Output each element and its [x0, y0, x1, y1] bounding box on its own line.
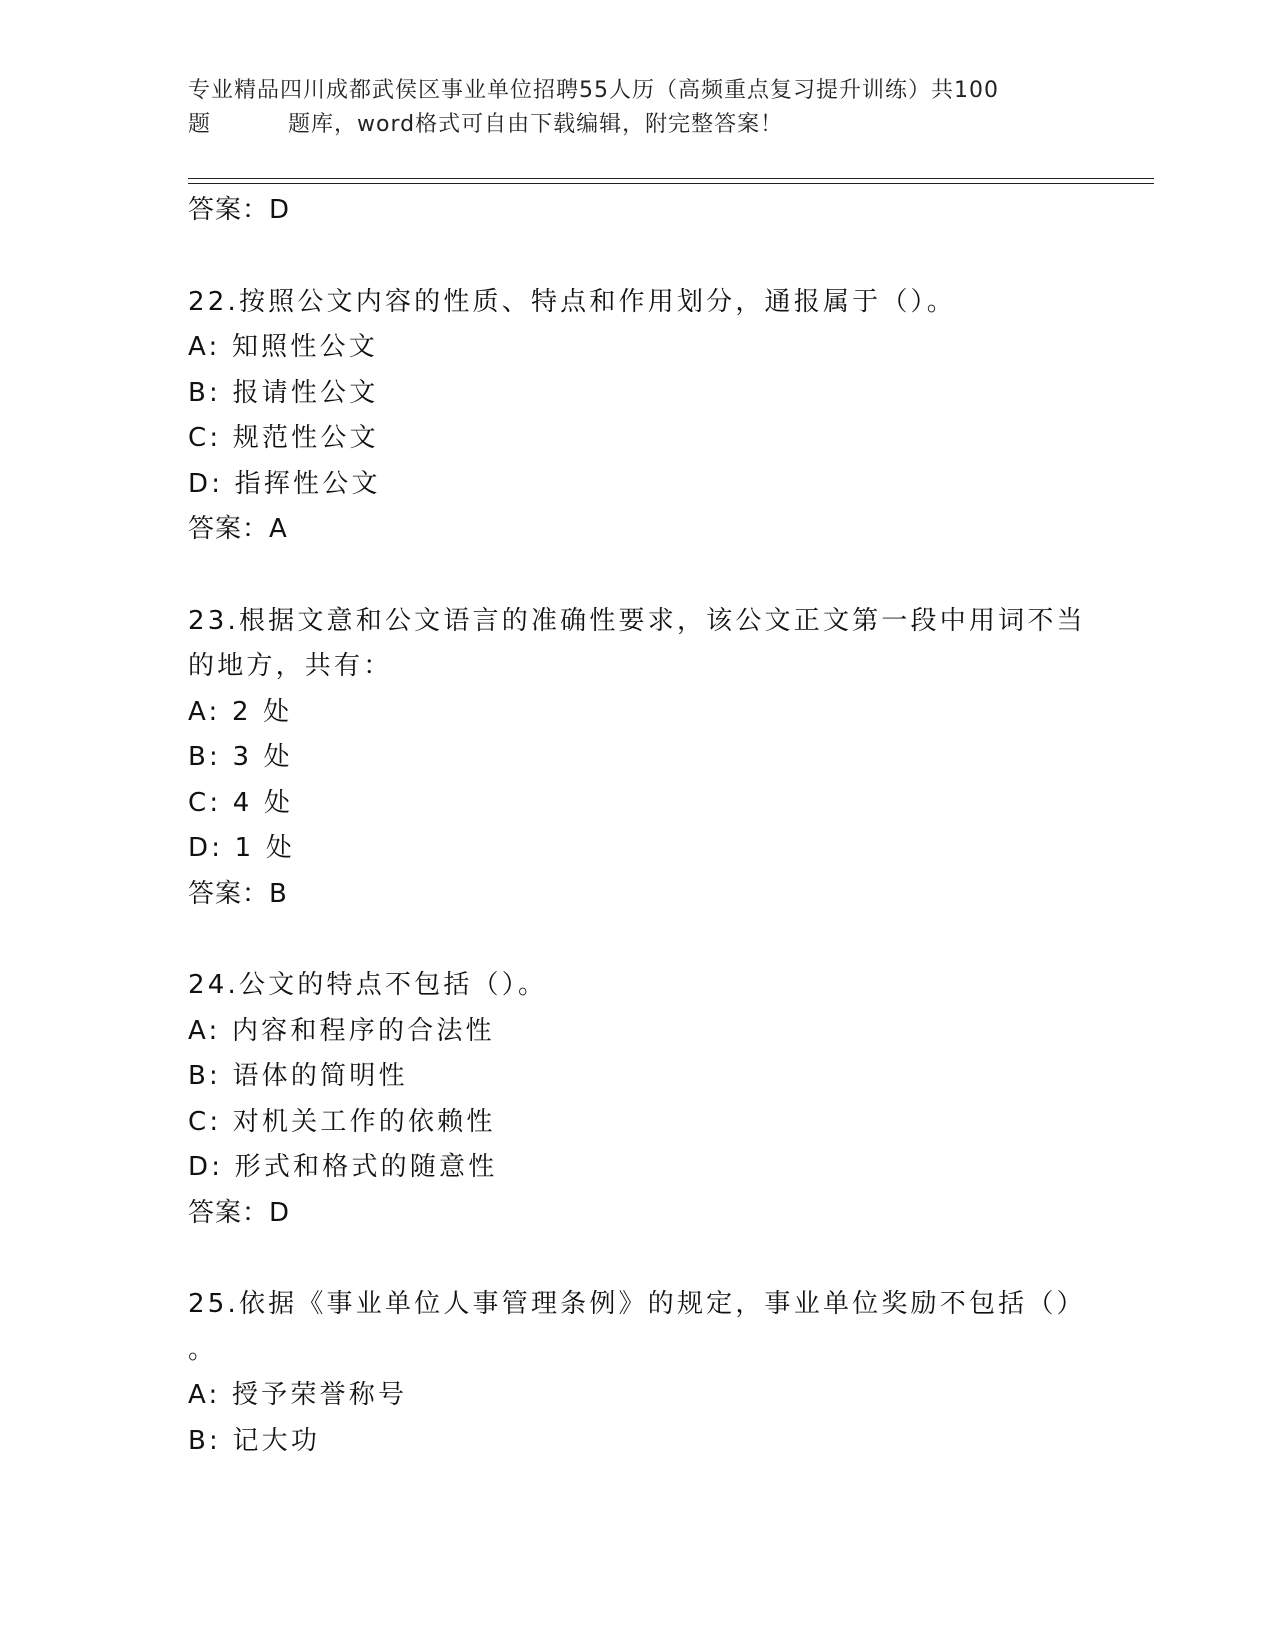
page-header: [188, 74, 1088, 142]
header-title-line2-start: 题: [188, 112, 212, 137]
question-stem-continued: 的地方，共有：: [188, 651, 393, 681]
question-answer: 答案：D: [188, 1197, 291, 1228]
question-stem: 23.根据文意和公文语言的准确性要求，该公文正文第一段中用词不当: [188, 605, 1086, 636]
option-a: A: 内容和程序的合法性: [188, 1015, 495, 1046]
option-b: B: 报请性公文: [188, 377, 379, 408]
option-a: A: 授予荣誉称号: [188, 1380, 408, 1410]
previous-answer: 答案：D: [188, 195, 291, 225]
spacer: [188, 234, 1088, 280]
option-b: B: 3 处: [188, 742, 293, 772]
question-stem: 24.公文的特点不包括（）。: [188, 970, 548, 1000]
spacer: [188, 1236, 1088, 1282]
question-24: [188, 963, 1088, 1236]
option-c: C: 规范性公文: [188, 423, 379, 453]
spacer: [188, 553, 1088, 599]
question-23: [188, 599, 1088, 918]
option-b: B: 记大功: [188, 1425, 321, 1456]
header-divider-bottom: [188, 183, 1154, 184]
question-stem-continued: 。: [188, 1334, 218, 1365]
option-a: A: 2 处: [188, 696, 293, 727]
question-25: [188, 1282, 1088, 1464]
question-22: [188, 280, 1088, 553]
header-title-line2: [188, 108, 1088, 142]
question-stem: 22.按照公文内容的性质、特点和作用划分，通报属于（）。: [188, 286, 956, 317]
question-answer: 答案：B: [188, 878, 288, 909]
option-b: B: 语体的简明性: [188, 1061, 408, 1091]
header-title-line2-rest: 题库，word格式可自由下载编辑，附完整答案！: [288, 112, 784, 137]
document-body: [188, 188, 1088, 1464]
option-c: C: 4 处: [188, 787, 294, 818]
option-d: D: 形式和格式的随意性: [188, 1152, 498, 1182]
option-a: A: 知照性公文: [188, 332, 378, 362]
option-d: D: 1 处: [188, 833, 296, 863]
option-d: D: 指挥性公文: [188, 468, 381, 499]
header-title-line1: 专业精品四川成都武侯区事业单位招聘55人历（高频重点复习提升训练）共100: [188, 78, 999, 103]
option-c: C: 对机关工作的依赖性: [188, 1106, 496, 1137]
header-divider-top: [188, 178, 1154, 179]
spacer: [188, 917, 1088, 963]
question-answer: 答案：A: [188, 514, 288, 544]
question-stem: 25.依据《事业单位人事管理条例》的规定，事业单位奖励不包括（）: [188, 1289, 1086, 1319]
